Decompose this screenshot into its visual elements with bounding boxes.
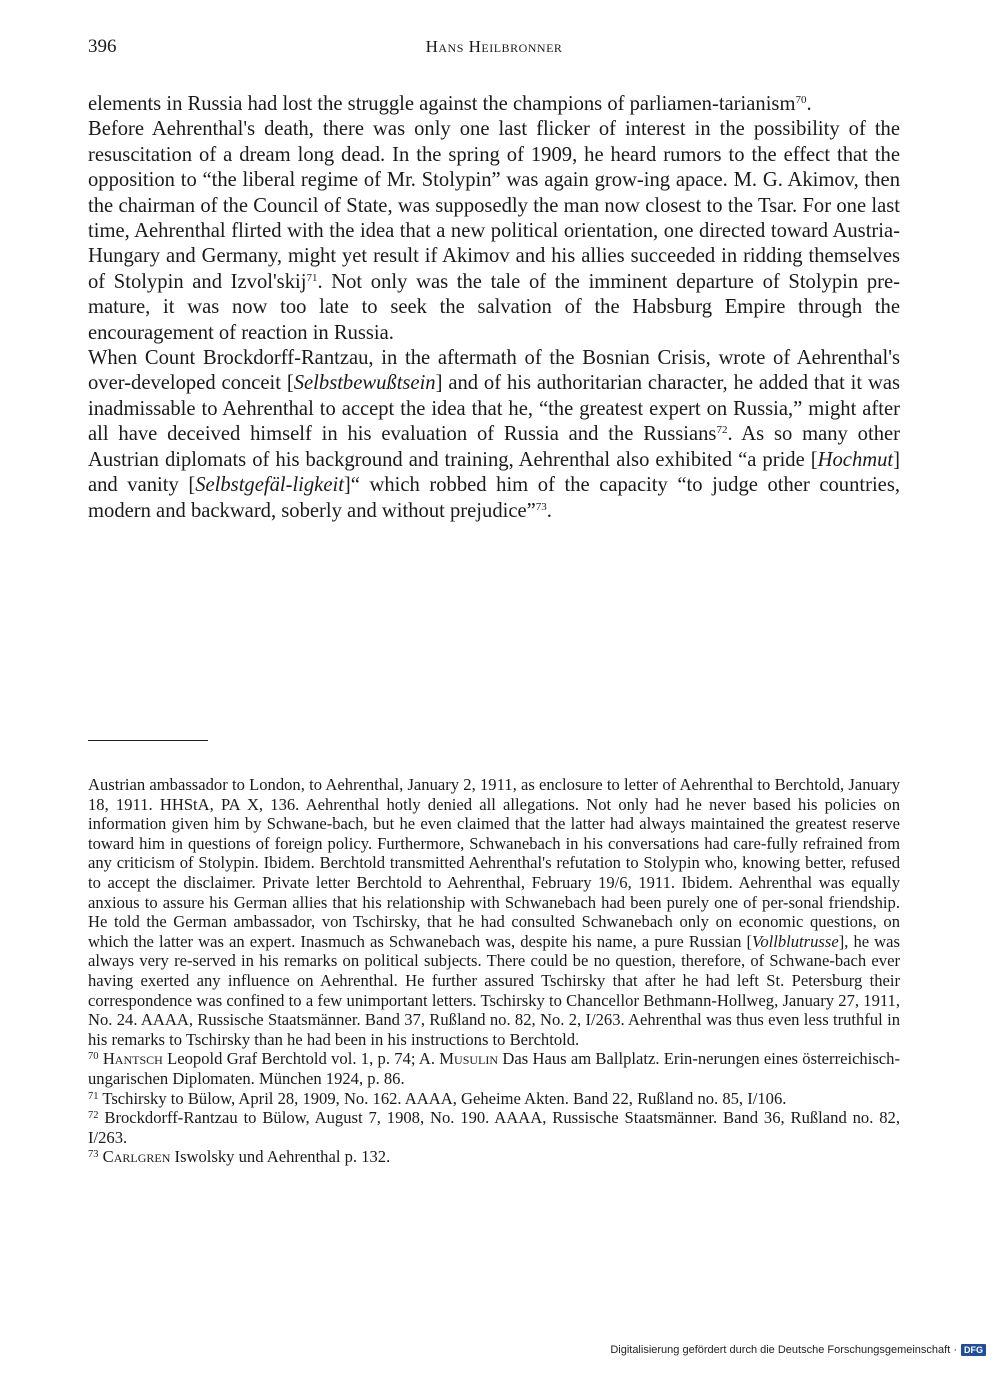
paragraph-text: ] and vanity [	[88, 448, 900, 497]
footnote-number: 71	[88, 1090, 99, 1102]
italic-term: Selbstbewußtsein	[293, 372, 436, 395]
footnote-text: Leopold Graf Berchtold vol. 1, p. 74; A.	[162, 1049, 440, 1069]
footnote-text: Das Haus am Ballplatz. Erin-nerungen eines österreichisch-ungarischen Diplomaten. München 1924, p. 86.	[88, 1049, 900, 1088]
italic-term: Hochmut	[817, 448, 894, 471]
italic-term: Vollblutrusse	[752, 931, 839, 951]
paragraph-1	[88, 92, 900, 117]
footnote-72	[88, 1108, 900, 1147]
footnote-text: Brockdorff-Rantzau to Bülow, August 7, 1908, No. 190. AAAA, Russische Staatsmänner. Band 36, Rußland no. 82, I/263.	[88, 1108, 900, 1147]
footnote-separator	[88, 740, 208, 741]
footnote-number: 72	[88, 1110, 99, 1122]
footnote-70	[88, 1049, 900, 1088]
paragraph-text: .	[546, 499, 552, 522]
paragraph-text: Before Aehrenthal's death, there was only one last flicker of interest in the possibility of the resuscitation of a dream long dead. In the spring of 1909, he heard rumors to the effect that the opposition to “the liberal regime of Mr. Stolypin” was again grow-ing apace. M. G. Akimov, then the chairman of the Council of State, was supposedly the man now closest to the Tsar. For one last time, Aehrenthal flirted with the idea that a new political orientation, one directed toward Austria-Hungary and Germany, might yet result if Akimov and his allies succeeded in ridding themselves of Stolypin and Izvol'skij	[88, 118, 900, 293]
footnote-number: 73	[88, 1149, 99, 1161]
footnote-ref-72[interactable]: 72	[716, 424, 728, 437]
author-name: Musulin	[439, 1049, 499, 1069]
paragraph-text: .	[806, 93, 812, 115]
credit-text: Digitalisierung gefördert durch die Deutsche Forschungsgemeinschaft ·	[610, 1344, 957, 1356]
footnote-ref-71[interactable]: 71	[306, 271, 318, 284]
footnote-text: Austrian ambassador to London, to Aehrenthal, January 2, 1911, as enclosure to letter of Aehrenthal to Berchtold, January 18, 1911. HHStA, PA X, 136. Aehrenthal hotly denied all allegations. Not only had he never based his policies on information given him by Schwane-bach, but he even claimed that the latter had always maintained the greatest reserve toward him in questions of foreign policy. Furthermore, Schwanebach in his conversations had care-fully refrained from any criticism of Stolypin. Ibidem. Berchtold transmitted Aehrenthal's refutation to Stolypin who, knowing better, refused to accept the disclaimer. Private letter Berchtold to Aehrenthal, February 19/6, 1911. Ibidem. Aehrenthal was equally anxious to assure his German allies that his relationship with Schwanebach had been purely one of per-sonal friendship. He told the German ambassador, von Tschirsky, that he had consulted Schwanebach only on economic questions, on which the latter was an expert. Inasmuch as Schwanebach was, despite his name, a pure Russian [	[88, 775, 900, 951]
dfg-logo-icon: DFG	[961, 1344, 986, 1356]
page-number: 396	[88, 36, 117, 57]
page-header	[88, 36, 900, 62]
paragraph-2	[88, 117, 900, 346]
paragraph-text: ]“ which robbed him of the capacity “to judge other countries, modern and backward, soberly and without prejudice”	[88, 474, 900, 522]
digitization-credit	[610, 1344, 986, 1356]
footnote-continuation	[88, 775, 900, 1049]
footnote-text: ], he was always very re-served in his remarks on political subjects. There could be no question, therefore, of Schwane-bach ever having exerted any influence on Aehrenthal. He further assured Tschirsky that after he had left St. Petersburg their correspondence was confined to a few unimportant letters. Tschirsky to Chancellor Bethmann-Hollweg, January 27, 1911, No. 24. AAAA, Russische Staatsmänner. Band 37, Rußland no. 82, No. 2, I/263. Aehrenthal was thus even less truthful in his remarks to Tschirsky than he had been in his instructions to Berchtold.	[88, 931, 900, 1049]
author-name: Hantsch	[102, 1049, 163, 1069]
paragraph-text: ] and of his authoritarian character, he added that it was inadmissable to Aehrenthal to accept the idea that he, “the greatest expert on Russia,” might after all have deceived himself in his evaluation of Russia and the Russians	[88, 372, 901, 446]
footnote-71	[88, 1089, 900, 1109]
paragraph-text: . As so many other Austrian diplomats of his background and training, Aehrenthal also exhibited “a pride [	[88, 423, 900, 471]
paragraph-text: elements in Russia had lost the struggle against the champions of parliamen-tarianism	[88, 93, 796, 115]
paragraph-text: . Not only was the tale of the imminent departure of Stolypin pre-mature, it was now too late to seek the salvation of the Habsburg Empire through the encouragement of reaction in Russia.	[88, 270, 900, 344]
author-name: Carlgren	[102, 1147, 171, 1167]
paragraph-3	[88, 346, 900, 524]
italic-term: Selbstgefäl-ligkeit	[195, 474, 344, 497]
paragraph-text: When Count Brockdorff-Rantzau, in the aftermath of the Bosnian Crisis, wrote of Aehrenthal's over-developed conceit [	[88, 347, 900, 395]
footnote-ref-73[interactable]: 73	[535, 500, 547, 513]
footnote-number: 70	[88, 1051, 99, 1063]
running-head: Hans Heilbronner	[425, 37, 563, 56]
footnote-ref-70[interactable]: 70	[795, 94, 807, 106]
footnote-text: Tschirsky to Bülow, April 28, 1909, No. 162. AAAA, Geheime Akten. Band 22, Rußland no. 85, I/106.	[98, 1088, 787, 1108]
footnote-text: Iswolsky und Aehrenthal p. 132.	[170, 1147, 391, 1167]
footnote-73	[88, 1147, 900, 1167]
main-text	[88, 92, 900, 524]
footnotes	[88, 775, 900, 1167]
